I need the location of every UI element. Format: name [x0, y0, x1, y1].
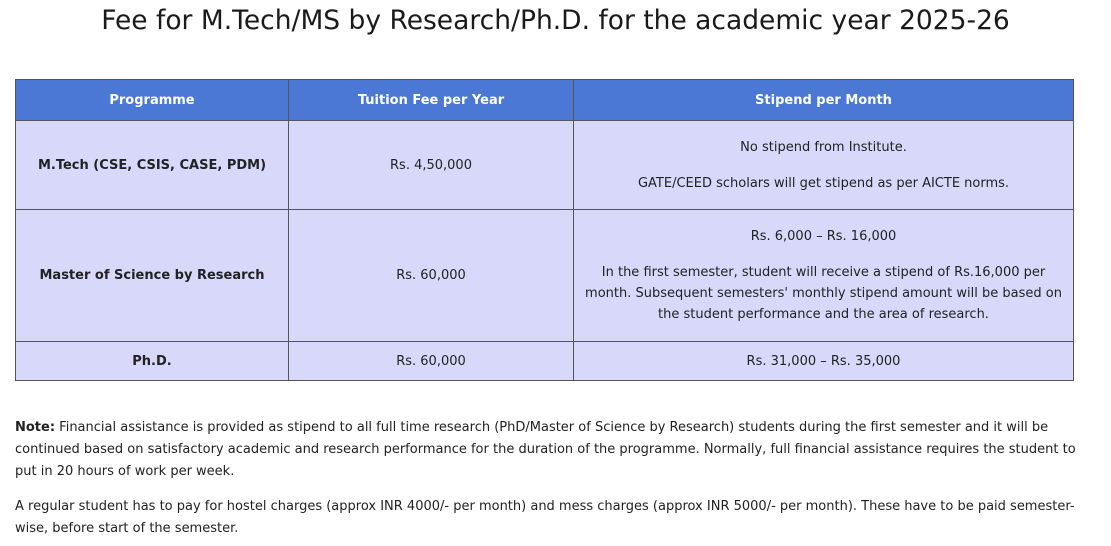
programme-cell: Master of Science by Research	[16, 210, 289, 342]
table-row	[16, 121, 1074, 210]
stipend-line: GATE/CEED scholars will get stipend as per AICTE norms.	[637, 175, 1010, 191]
note-text: Financial assistance is provided as stipend to all full time research (PhD/Master of Science by Research) students during the first semester and it will be continued based on satisfactory academic and research performance for the duration of the programme. Normally, full financial assistance requires the student to put in 20 hours of work per week.	[15, 420, 1076, 479]
table-row	[16, 210, 1074, 342]
programme-cell: M.Tech (CSE, CSIS, CASE, PDM)	[16, 121, 289, 210]
programme-cell: Ph.D.	[16, 342, 289, 381]
note-paragraph	[15, 417, 1100, 483]
stipend-line: No stipend from Institute.	[740, 139, 907, 155]
tuition-fee-cell: Rs. 60,000	[289, 210, 574, 342]
stipend-cell	[574, 210, 1074, 342]
header-stipend: Stipend per Month	[574, 80, 1074, 121]
stipend-cell	[574, 342, 1074, 381]
table-header-row	[16, 80, 1074, 121]
header-programme: Programme	[16, 80, 289, 121]
stipend-line: Rs. 31,000 – Rs. 35,000	[746, 353, 901, 369]
stipend-line: Rs. 6,000 – Rs. 16,000	[750, 229, 897, 244]
note-label: Note:	[15, 420, 56, 435]
tuition-fee-cell: Rs. 60,000	[289, 342, 574, 381]
table-row	[16, 342, 1074, 381]
stipend-line: In the first semester, student will receive a stipend of Rs.16,000 per month. Subsequent semesters' monthly stipend amount will be based on the student performance and the area of research.	[585, 265, 1062, 322]
fee-table	[15, 79, 1074, 381]
page-title: Fee for M.Tech/MS by Research/Ph.D. for the academic year 2025-26	[101, 5, 1010, 36]
hostel-charges-paragraph: A regular student has to pay for hostel charges (approx INR 4000/- per month) and mess charges (approx INR 5000/- per month). These have to be paid semester-wise, before start of the semester.	[15, 499, 1075, 536]
tuition-fee-cell: Rs. 4,50,000	[289, 121, 574, 210]
header-tuition-fee: Tuition Fee per Year	[289, 80, 574, 121]
stipend-cell	[574, 121, 1074, 210]
